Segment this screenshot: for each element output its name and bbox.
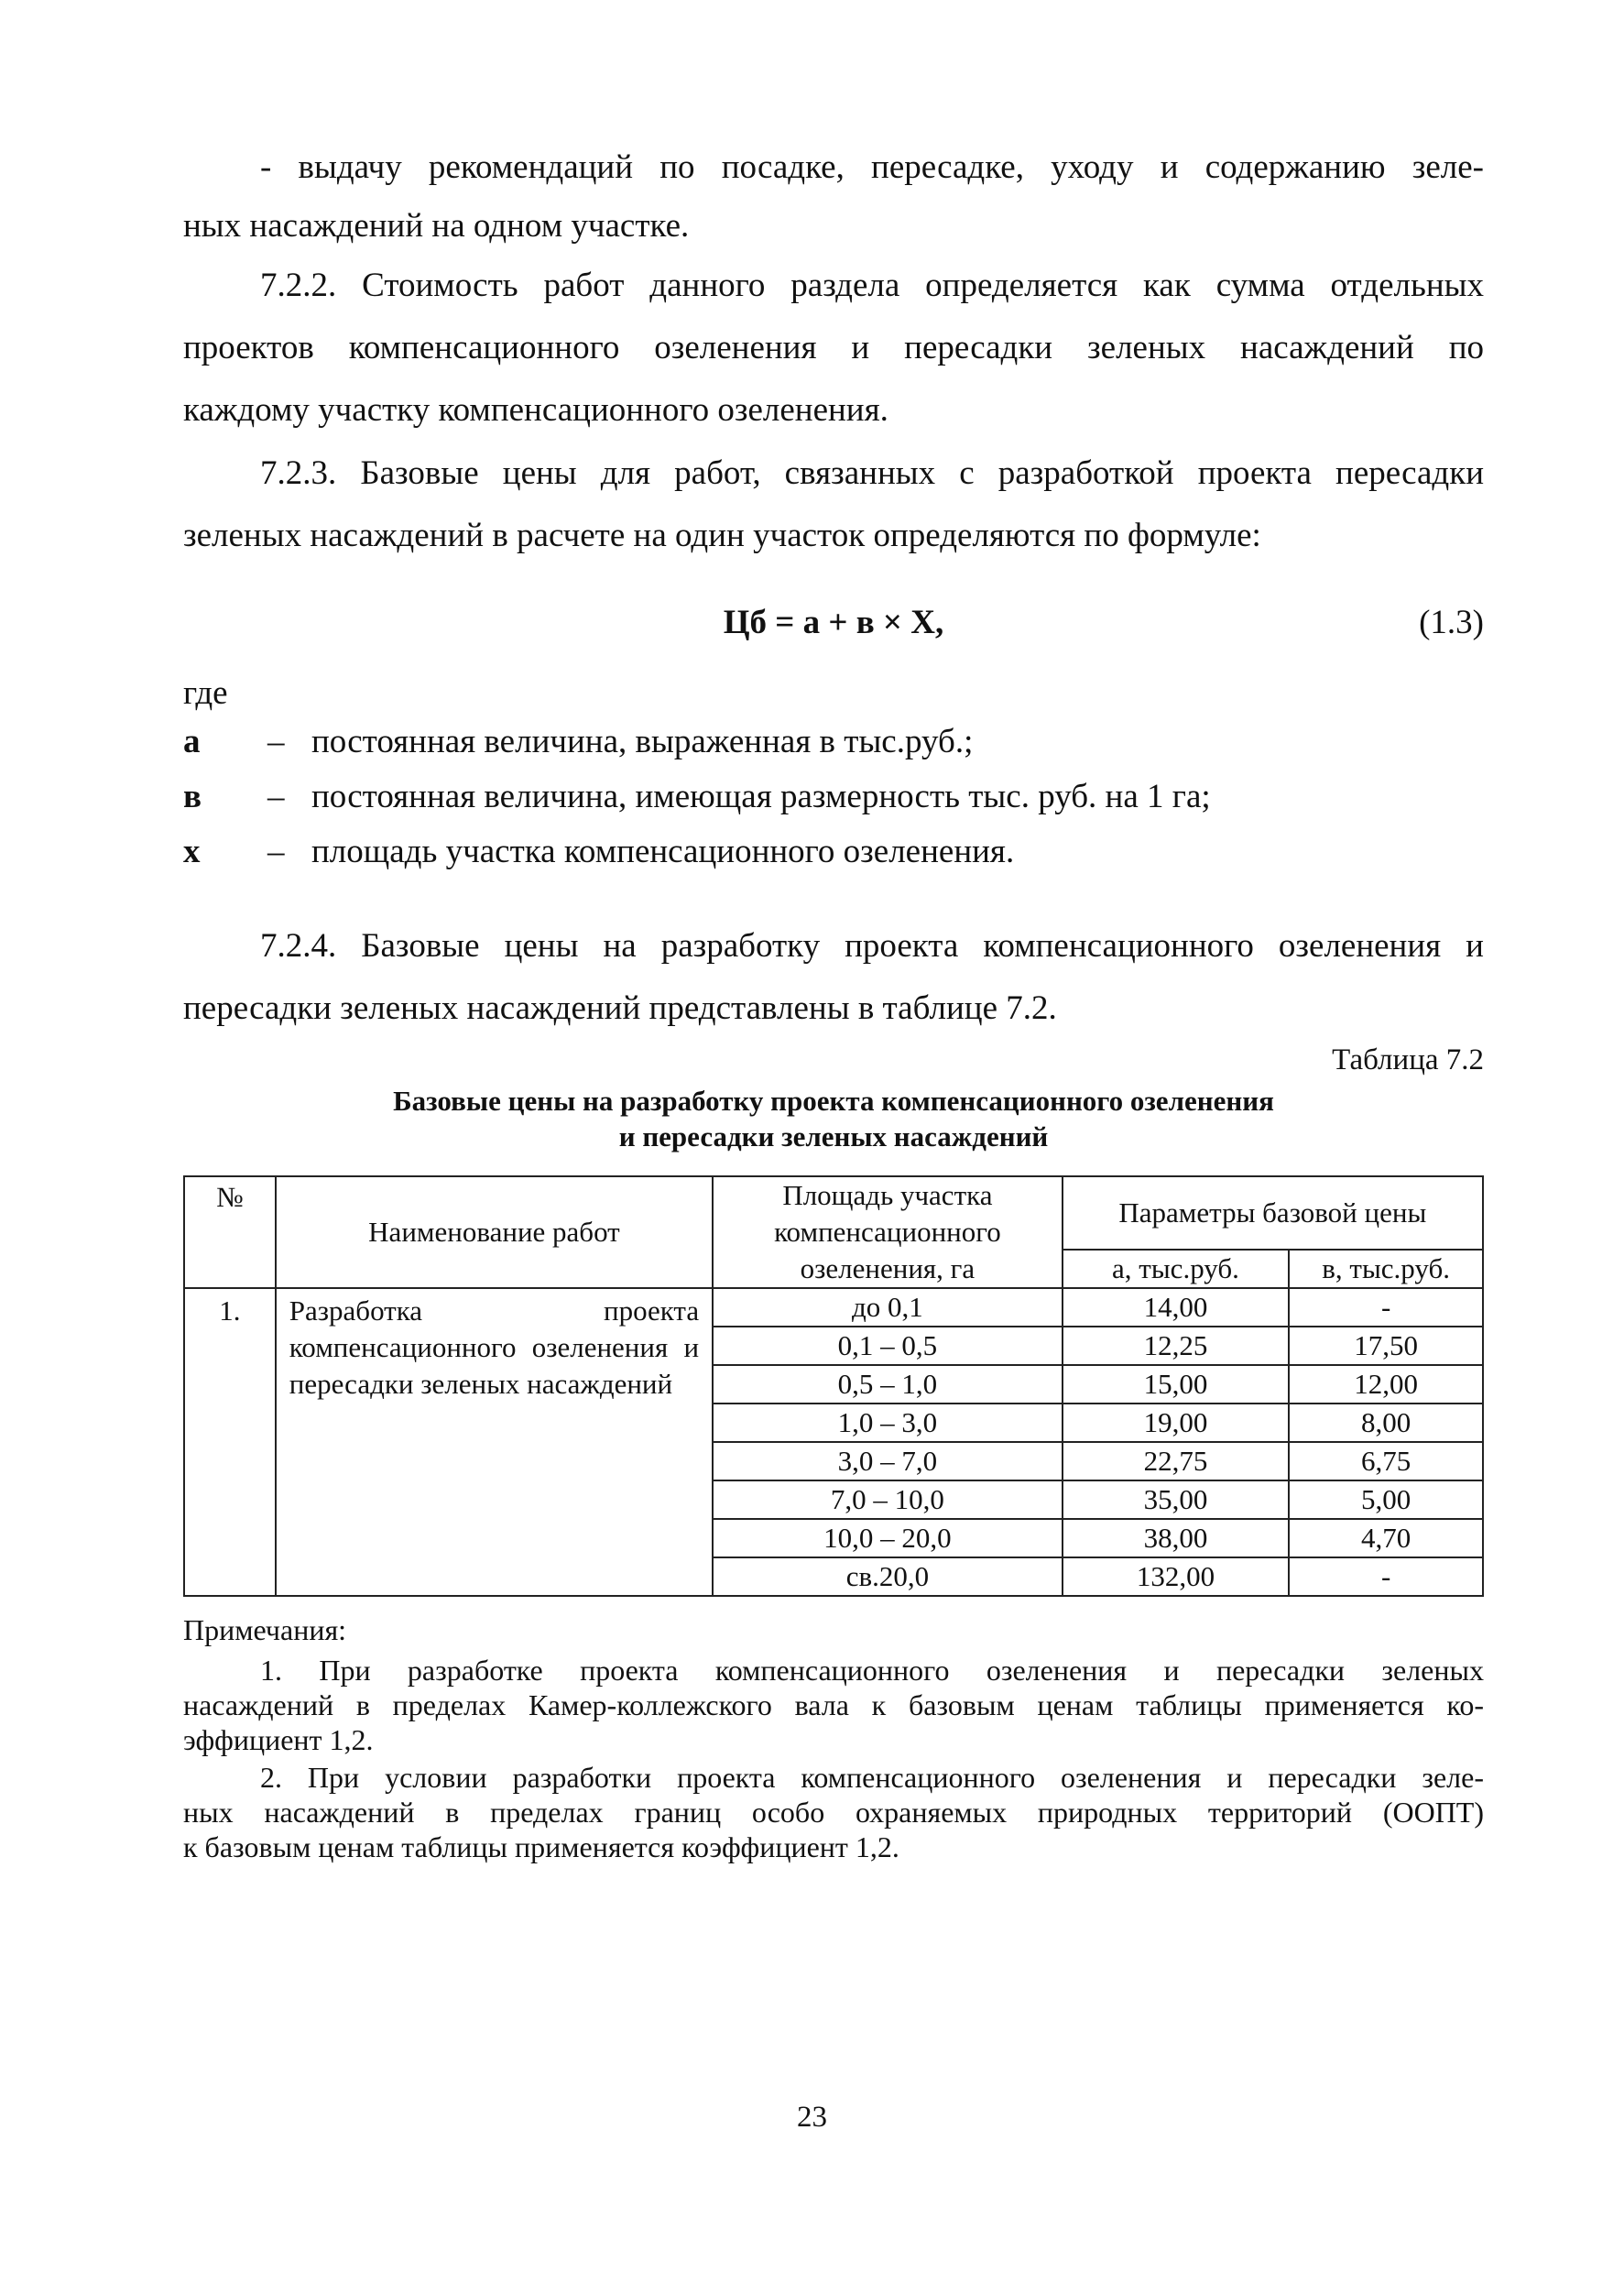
variable-dash: – [267,723,285,760]
note-2-line-3: к базовым ценам таблицы применяется коэффициент 1,2. [183,1830,899,1863]
variable-b [183,770,1484,825]
paragraph-7-2-2-line-2: проектов компенсационного озеленения и пересадки зеленых насаждений по [183,329,1484,366]
header-price-params: Параметры базовой цены [1063,1176,1483,1250]
page-number: 23 [797,2101,827,2134]
variable-description: площадь участка компенсационного озеленения. [311,833,1015,870]
formula-1-3 [183,591,1484,655]
paragraph-7-2-3-line-2: зеленых насаждений в расчете на один участок определяются по формуле: [183,517,1261,554]
paragraph-7-2-4-line-2: пересадки зеленых насаждений представлены в таблице 7.2. [183,989,1057,1027]
paragraph-7-2-2-line-1: 7.2.2. Стоимость работ данного раздела определяется как сумма отдельных [260,267,1484,304]
area-cell: 7,0 – 10,0 [713,1480,1063,1519]
a-value-cell: 132,00 [1063,1557,1290,1596]
header-area: Площадь участка компенсационного озеленения, га [713,1176,1063,1288]
note-2-line-2: ных насаждений в пределах границ особо охраняемых природных территорий (ООПТ) [183,1796,1484,1829]
header-b: в, тыс.руб. [1289,1250,1483,1288]
note-1-line-1: 1. При разработке проекта компенсационного озеленения и пересадки зеленых [260,1654,1484,1687]
work-name-cell: Разработка проекта компенсационного озеленения и пересадки зеленых насаждений [276,1288,713,1596]
table-row [184,1288,1483,1327]
paragraph-7-2-4-line-1: 7.2.4. Базовые цены на разработку проекта компенсационного озеленения и [260,927,1484,965]
bullet-line-2: ных насаждений на одном участке. [183,207,690,245]
variable-symbol: в [183,778,202,815]
paragraph-7-2-3-line-1: 7.2.3. Базовые цены для работ, связанных с разработкой проекта пересадки [260,454,1484,492]
variable-x [183,825,1484,879]
table-title [183,1083,1484,1154]
b-value-cell: 8,00 [1289,1404,1483,1442]
b-value-cell: 5,00 [1289,1480,1483,1519]
note-1-line-3: эффициент 1,2. [183,1723,374,1756]
header-a: а, тыс.руб. [1063,1250,1290,1288]
b-value-cell: 6,75 [1289,1442,1483,1480]
paragraph-7-2-2-line-3: каждому участку компенсационного озеленения. [183,391,888,429]
area-cell: 10,0 – 20,0 [713,1519,1063,1557]
table-header-row [184,1176,1483,1250]
variable-symbol: а [183,723,201,760]
area-cell: 3,0 – 7,0 [713,1442,1063,1480]
price-table [183,1175,1484,1597]
a-value-cell: 22,75 [1063,1442,1290,1480]
a-value-cell: 38,00 [1063,1519,1290,1557]
area-cell: 0,1 – 0,5 [713,1327,1063,1365]
notes-title: Примечания: [183,1613,347,1646]
variable-symbol: х [183,833,201,870]
variable-dash: – [267,833,285,870]
area-cell: 0,5 – 1,0 [713,1365,1063,1404]
formula-number: (1.3) [1419,604,1484,641]
area-cell: до 0,1 [713,1288,1063,1327]
b-value-cell: 4,70 [1289,1519,1483,1557]
note-1-line-2: насаждений в пределах Камер-коллежского вала к базовым ценам таблицы применяется ко- [183,1688,1484,1721]
a-value-cell: 12,25 [1063,1327,1290,1365]
note-2-line-1: 2. При условии разработки проекта компенсационного озеленения и пересадки зеле- [260,1761,1484,1794]
area-cell: св.20,0 [713,1557,1063,1596]
a-value-cell: 14,00 [1063,1288,1290,1327]
variable-definitions [183,715,1484,879]
b-value-cell: - [1289,1288,1483,1327]
where-label: где [183,674,228,712]
b-value-cell: 12,00 [1289,1365,1483,1404]
variable-description: постоянная величина, имеющая размерность тыс. руб. на 1 га; [311,778,1211,815]
row-number: 1. [184,1288,276,1596]
variable-description: постоянная величина, выраженная в тыс.руб.; [311,723,974,760]
header-work-name: Наименование работ [276,1176,713,1288]
bullet-line-1: - выдачу рекомендаций по посадке, пересадке, уходу и содержанию зеле- [260,148,1484,186]
formula-expression: Цб = а + в × X, [723,604,944,641]
table-number-label: Таблица 7.2 [1332,1043,1484,1076]
area-cell: 1,0 – 3,0 [713,1404,1063,1442]
a-value-cell: 35,00 [1063,1480,1290,1519]
header-number: № [184,1176,276,1288]
b-value-cell: - [1289,1557,1483,1596]
table-title-line-1: Базовые цены на разработку проекта компенсационного озеленения [393,1085,1274,1117]
table-title-line-2: и пересадки зеленых насаждений [618,1120,1049,1152]
variable-dash: – [267,778,285,815]
variable-a [183,715,1484,770]
b-value-cell: 17,50 [1289,1327,1483,1365]
a-value-cell: 19,00 [1063,1404,1290,1442]
a-value-cell: 15,00 [1063,1365,1290,1404]
